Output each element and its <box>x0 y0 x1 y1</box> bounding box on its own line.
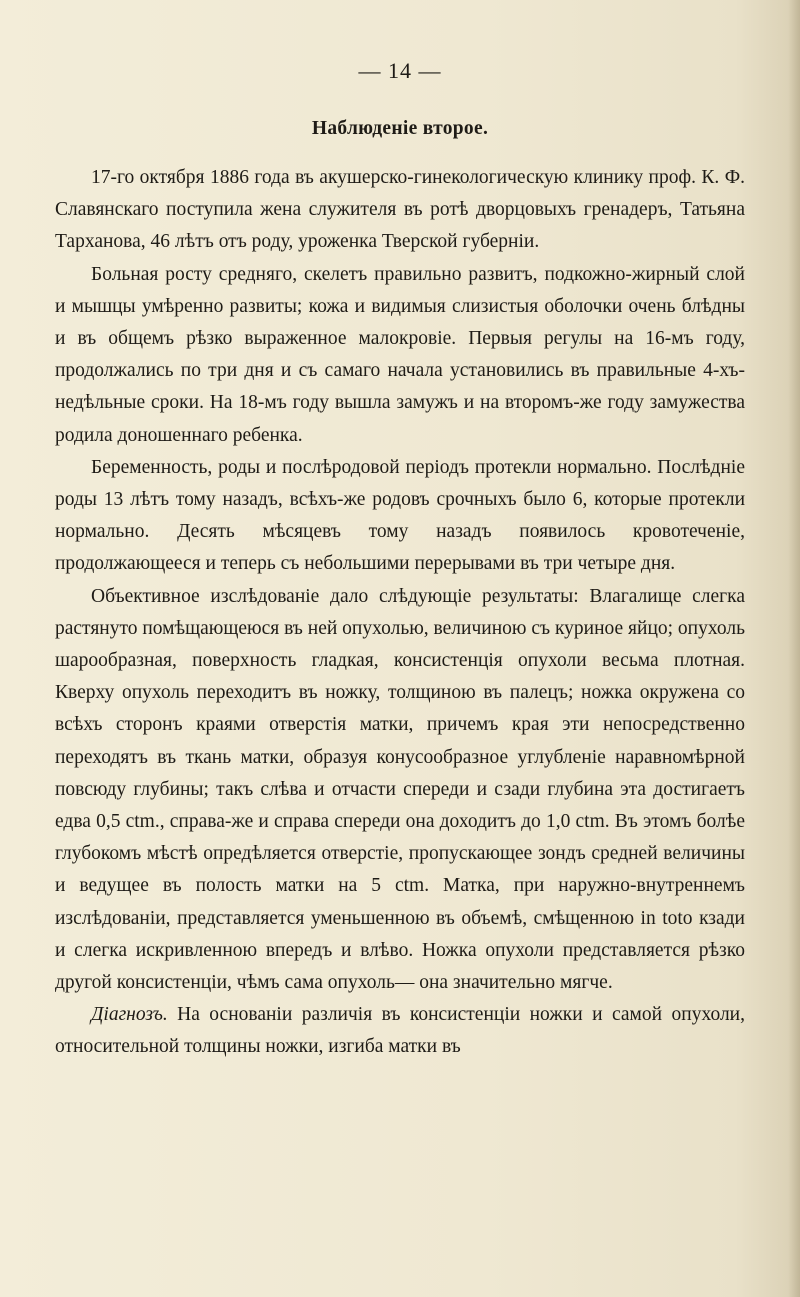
paragraph-admission: 17-го октября 1886 года въ акушерско-гинекологическую клинику проф. К. Ф. Славянскаго поступила жена служителя въ ротѣ дворцовыхъ гренадеръ, Татьяна Тарханова, 46 лѣтъ отъ роду, уроженка Тверской губерніи. <box>55 167 745 253</box>
page-edge-shadow <box>788 0 800 1297</box>
section-heading: Наблюденіе второе. <box>311 118 489 139</box>
diagnosis-text: На основаніи различія въ консистенціи ножки и самой опухоли, относительной толщины ножки, изгиба матки въ <box>55 1004 745 1058</box>
paragraph-diagnosis <box>55 999 745 1063</box>
page-number: — 14 — <box>358 58 442 83</box>
paragraph-objective-exam: Объективное изслѣдованіе дало слѣдующіе результаты: Влагалище слегка растянуто помѣщающеюся въ ней опухолью, величиною съ куриное яйцо; опухоль шарообразная, поверхность гладкая, консистенція опухоли весьма плотная. Кверху опухоль переходитъ въ ножку, толщиною въ палецъ; ножка окружена со всѣхъ сторонъ краями отверстія матки, причемъ края эти непосредственно переходятъ въ ткань матки, образуя конусообразное углубленіе наравномѣрной повсюду глубины; такъ слѣва и отчасти спереди и сзади глубина эта достигаетъ едва 0,5 ctm., справа-же и справа спереди она доходитъ до 1,0 ctm. Въ этомъ болѣе глубокомъ мѣстѣ опредѣляется отверстіе, пропускающее зондъ средней величины и ведущее въ полость матки на 5 ctm. Матка, при наружно-внутреннемъ изслѣдованіи, представляется уменьшенною въ объемѣ, смѣщенною in toto кзади и слегка искривленною впередъ и влѣво. Ножка опухоли представляется рѣзко другой консистенціи, чѣмъ сама опухоль— она значительно мягче. <box>55 585 745 994</box>
diagnosis-lead: Діагнозъ. <box>91 1004 168 1026</box>
paragraph-anamnesis: Больная росту средняго, скелетъ правильно развитъ, подкожно-жирный слой и мышцы умѣренно развиты; кожа и видимыя слизистыя оболочки очень блѣдны и въ общемъ рѣзко выраженное малокровіе. Первыя регулы на 16-мъ году, продолжались по три дня и съ самаго начала установились въ правильные 4-хъ-недѣльные сроки. На 18-мъ году вышла замужъ и на второмъ-же году замужества родила доношеннаго ребенка. <box>55 263 745 446</box>
page-content <box>55 58 745 1064</box>
paragraph-pregnancy-history: Беременность, роды и послѣродовой періодъ протекли нормально. Послѣдніе роды 13 лѣтъ тому назадъ, всѣхъ-же родовъ срочныхъ было 6, которые протекли нормально. Десять мѣсяцевъ тому назадъ появилось кровотеченіе, продолжающееся и теперь съ небольшими перерывами въ три четыре дня. <box>55 456 745 575</box>
